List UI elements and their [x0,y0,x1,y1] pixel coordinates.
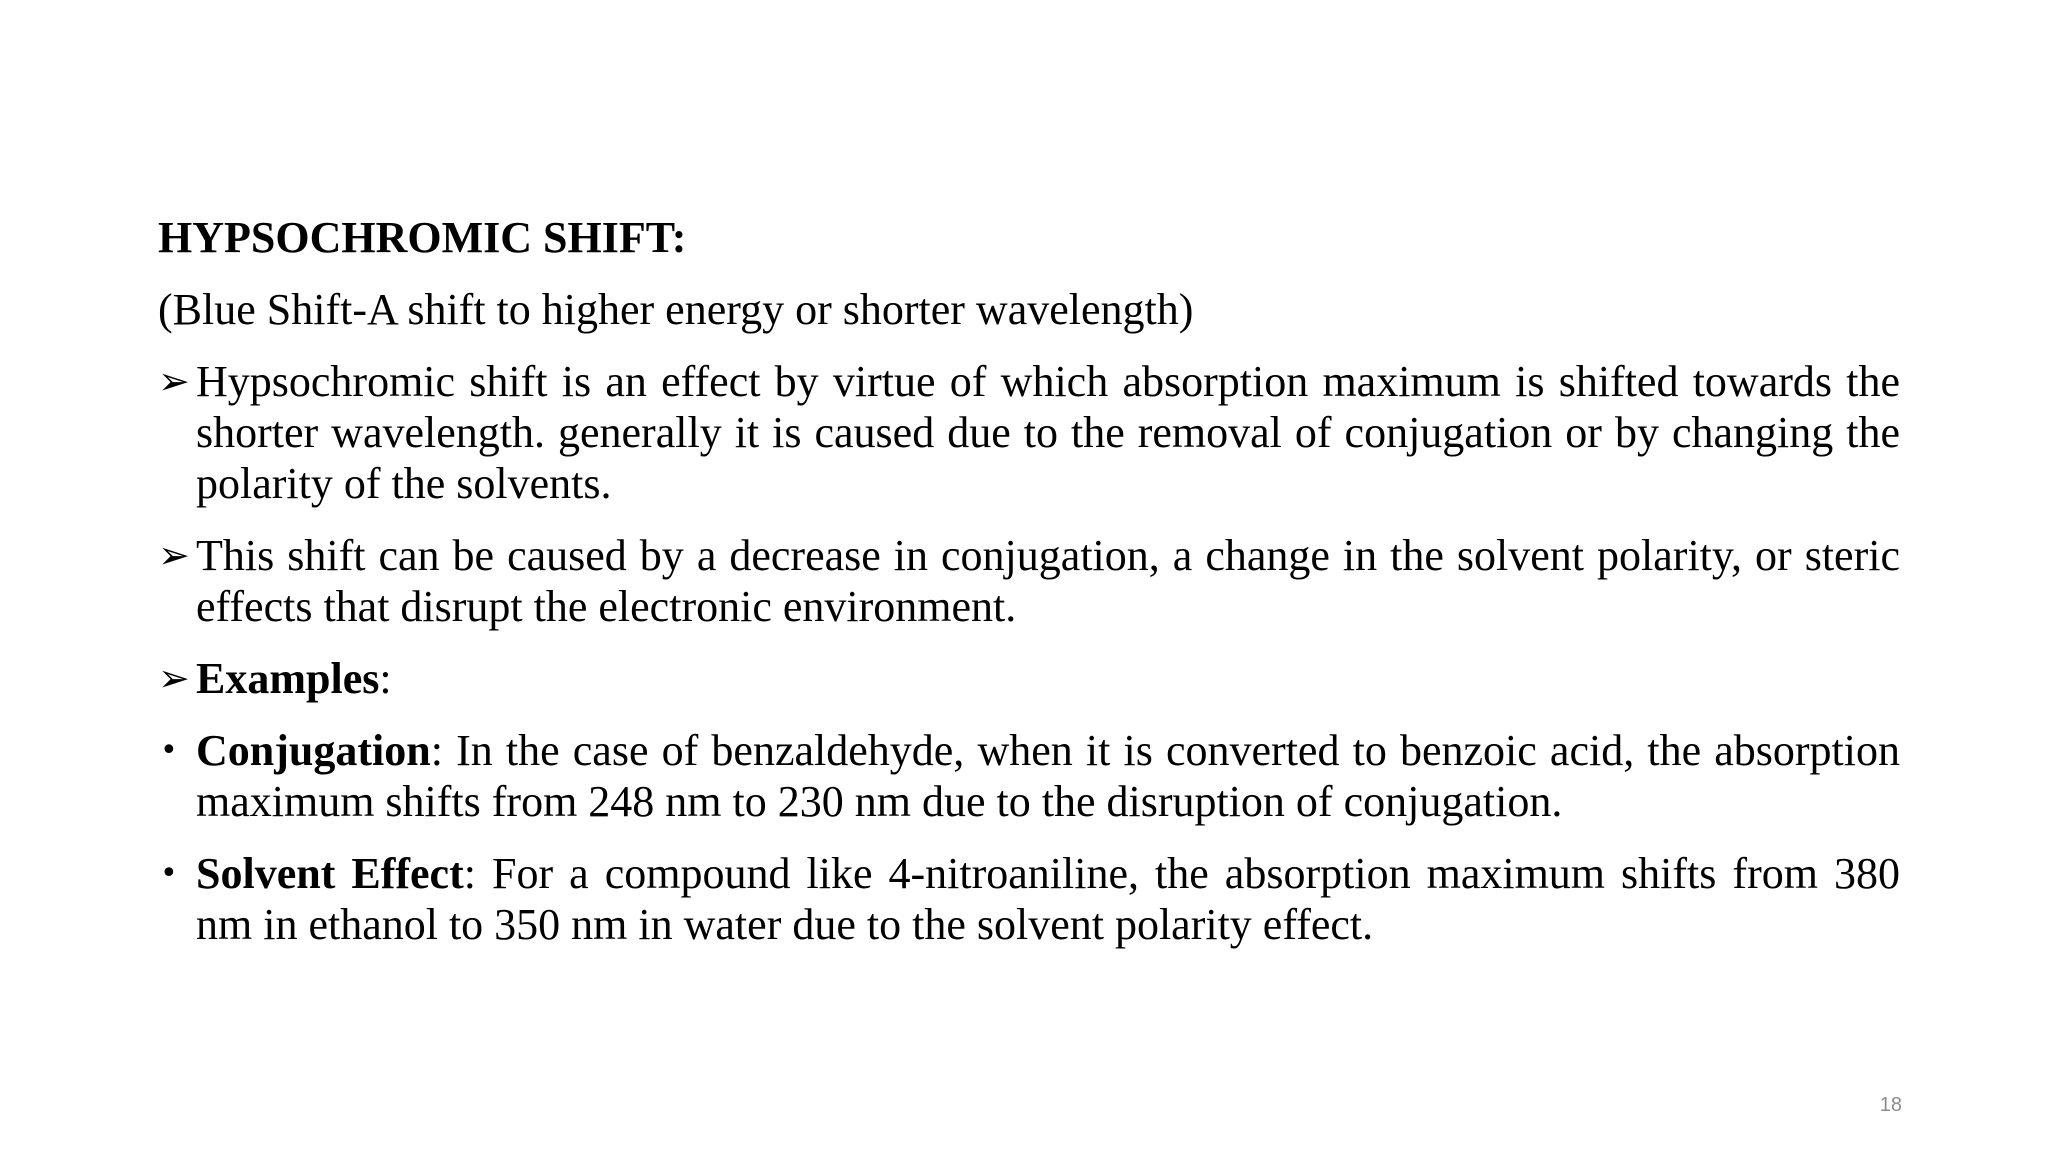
bullet-item-label: Solvent Effect [196,849,464,898]
dot-bullet-icon: • [160,733,178,768]
bullet-item-text: : In the case of benzaldehyde, when it is converted to benzoic acid, the absorption maximum shifts from 248 nm to 230 nm due to the disruption of conjugation. [196,726,1900,826]
slide-content [158,212,1900,971]
bullet-item-conjugation [158,725,1900,827]
arrow-item-causes [158,530,1900,632]
dot-bullet-icon: • [160,856,178,891]
slide-heading: HYPSOCHROMIC SHIFT: [158,213,687,262]
page-number: 18 [1879,1094,1902,1116]
arrow-bullet-icon: ➢ [158,359,190,403]
arrow-item-definition [158,356,1900,509]
arrow-bullet-icon: ➢ [158,533,190,577]
examples-label: Examples [196,654,380,703]
arrow-item-examples [158,653,1900,704]
bullet-item-solvent-effect [158,848,1900,950]
arrow-bullet-icon: ➢ [158,656,190,700]
arrow-item-text: This shift can be caused by a decrease in conjugation, a change in the solvent polarity, or steric effects that disrupt the electronic environment. [196,531,1900,631]
bullet-item-text: : For a compound like 4-nitroaniline, the absorption maximum shifts from 380 nm in ethanol to 350 nm in water due to the solvent polarity effect. [196,849,1900,949]
arrow-item-text: Hypsochromic shift is an effect by virtue of which absorption maximum is shifted towards the shorter wavelength. generally it is caused due to the removal of conjugation or by changing the polarity of the solvents. [196,357,1900,508]
bullet-item-label: Conjugation [196,726,431,775]
examples-suffix: : [379,654,392,703]
slide-subheading: (Blue Shift-A shift to higher energy or shorter wavelength) [158,285,1194,334]
